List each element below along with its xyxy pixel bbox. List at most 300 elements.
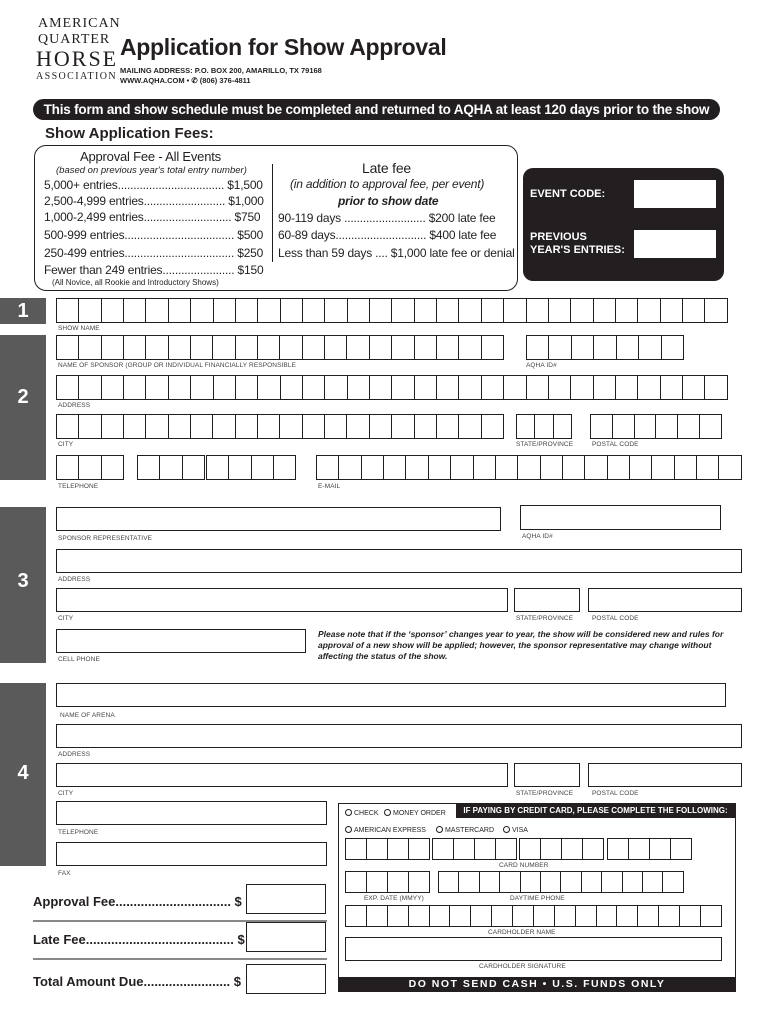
character-cell[interactable] (503, 375, 526, 400)
character-cell[interactable] (491, 905, 513, 927)
character-cell[interactable] (436, 298, 459, 323)
character-cell[interactable] (235, 335, 258, 360)
character-cell[interactable] (436, 375, 459, 400)
card-number-field[interactable] (432, 838, 517, 860)
logo-quarter: QUARTER (38, 32, 111, 47)
exp-date-field[interactable] (345, 871, 430, 893)
telephone-label: TELEPHONE (58, 829, 99, 836)
previous-entries-field[interactable] (634, 230, 716, 258)
late-fee-row: 60-89 days............................. $400 late fee (278, 228, 497, 242)
email-field[interactable] (316, 455, 742, 480)
daytime-phone-label: DAYTIME PHONE (510, 895, 565, 902)
character-cell[interactable] (629, 455, 652, 480)
character-cell[interactable] (554, 905, 576, 927)
character-cell[interactable] (615, 375, 638, 400)
character-cell[interactable] (601, 871, 622, 893)
character-cell[interactable] (570, 298, 593, 323)
character-cell[interactable] (571, 335, 594, 360)
card-number-field[interactable] (345, 838, 430, 860)
character-cell[interactable] (561, 838, 583, 860)
late-fee-row: Less than 59 days .... $1,000 late fee or denial (278, 246, 515, 260)
character-cell[interactable] (391, 298, 414, 323)
cell-phone-field[interactable] (56, 629, 306, 653)
character-cell[interactable] (414, 335, 437, 360)
character-cell[interactable] (387, 905, 409, 927)
character-cell[interactable] (101, 414, 124, 439)
radio-icon[interactable] (503, 826, 510, 833)
money-order-option[interactable]: MONEY ORDER (384, 809, 446, 817)
character-cell[interactable] (414, 414, 437, 439)
character-cell[interactable] (616, 905, 638, 927)
character-cell[interactable] (570, 375, 593, 400)
character-cell[interactable] (414, 375, 437, 400)
show-name-field[interactable] (56, 298, 728, 323)
character-cell[interactable] (408, 838, 430, 860)
late-fee-subtitle2: prior to show date (338, 194, 439, 208)
rep-state-field[interactable] (514, 588, 580, 612)
character-cell[interactable] (302, 298, 325, 323)
character-cell[interactable] (405, 455, 428, 480)
character-cell[interactable] (560, 871, 581, 893)
credit-card-heading: IF PAYING BY CREDIT CARD, PLEASE COMPLETE THE FOLLOWING: (456, 804, 735, 818)
character-cell[interactable] (637, 298, 660, 323)
total-amount-field[interactable] (246, 964, 326, 994)
character-cell[interactable] (369, 335, 392, 360)
sponsor-address-field[interactable] (56, 375, 728, 400)
character-cell[interactable] (540, 455, 563, 480)
total-amount-line: Total Amount Due........................ $ (33, 974, 242, 989)
postal-label: POSTAL CODE (592, 790, 639, 797)
radio-icon[interactable] (436, 826, 443, 833)
character-cell[interactable] (481, 414, 504, 439)
character-cell[interactable] (458, 871, 479, 893)
character-cell[interactable] (662, 871, 683, 893)
character-cell[interactable] (674, 455, 697, 480)
character-cell[interactable] (679, 905, 701, 927)
character-cell[interactable] (324, 375, 347, 400)
logo-association: ASSOCIATION (36, 71, 117, 82)
card-number-field[interactable] (519, 838, 604, 860)
approval-fee-subtitle: (based on previous year's total entry number) (56, 165, 247, 176)
character-cell[interactable] (553, 414, 572, 439)
email-label: E-MAIL (318, 483, 341, 490)
character-cell[interactable] (101, 298, 124, 323)
character-cell[interactable] (391, 375, 414, 400)
character-cell[interactable] (56, 414, 79, 439)
character-cell[interactable] (458, 298, 481, 323)
character-cell[interactable] (593, 335, 616, 360)
character-cell[interactable] (137, 455, 160, 480)
character-cell[interactable] (516, 414, 535, 439)
character-cell[interactable] (168, 375, 191, 400)
character-cell[interactable] (593, 298, 616, 323)
character-cell[interactable] (582, 838, 604, 860)
character-cell[interactable] (637, 375, 660, 400)
logo-horse: HORSE (36, 46, 119, 71)
character-cell[interactable] (534, 414, 553, 439)
character-cell[interactable] (450, 455, 473, 480)
telephone-area-field[interactable] (56, 455, 124, 480)
character-cell[interactable] (655, 414, 678, 439)
character-cell[interactable] (590, 414, 613, 439)
character-cell[interactable] (251, 455, 274, 480)
approval-fee-row: 5,000+ entries.................................. $1,500 (44, 178, 263, 192)
character-cell[interactable] (145, 335, 168, 360)
character-cell[interactable] (615, 298, 638, 323)
approval-fee-row: 500-999 entries................................... $500 (44, 228, 264, 242)
character-cell[interactable] (123, 375, 146, 400)
sponsor-city-field[interactable] (56, 414, 504, 439)
character-cell[interactable] (168, 335, 191, 360)
character-cell[interactable] (637, 905, 659, 927)
previous-entries-label-2: YEAR'S ENTRIES: (530, 244, 625, 256)
section-number: 4 (17, 762, 29, 784)
character-cell[interactable] (168, 298, 191, 323)
character-cell[interactable] (56, 335, 79, 360)
previous-entries-label-1: PREVIOUS (530, 231, 587, 243)
character-cell[interactable] (658, 905, 680, 927)
character-cell[interactable] (212, 335, 235, 360)
character-cell[interactable] (649, 838, 671, 860)
character-cell[interactable] (391, 335, 414, 360)
character-cell[interactable] (548, 335, 571, 360)
approval-fee-title: Approval Fee - All Events (80, 149, 221, 164)
telephone-prefix-field[interactable] (137, 455, 205, 480)
character-cell[interactable] (369, 298, 392, 323)
character-cell[interactable] (346, 414, 369, 439)
mastercard-option[interactable]: MASTERCARD (436, 826, 494, 834)
fax-label: FAX (58, 870, 71, 877)
character-cell[interactable] (607, 455, 630, 480)
sponsor-rep-field[interactable] (56, 507, 501, 531)
website-phone: WWW.AQHA.COM • ✆ (806) 376-4811 (120, 76, 251, 85)
character-cell[interactable] (101, 455, 124, 480)
arena-fax-field[interactable] (56, 842, 327, 866)
character-cell[interactable] (616, 335, 639, 360)
radio-icon[interactable] (345, 826, 352, 833)
character-cell[interactable] (638, 335, 661, 360)
character-cell[interactable] (704, 375, 727, 400)
character-cell[interactable] (503, 298, 526, 323)
character-cell[interactable] (474, 838, 496, 860)
page-title: Application for Show Approval (120, 34, 447, 60)
character-cell[interactable] (56, 298, 79, 323)
character-cell[interactable] (145, 298, 168, 323)
character-cell[interactable] (347, 298, 370, 323)
character-cell[interactable] (78, 455, 101, 480)
character-cell[interactable] (366, 838, 388, 860)
section-number: 2 (17, 386, 29, 408)
character-cell[interactable] (432, 838, 454, 860)
sponsor-name-label: NAME OF SPONSOR (GROUP OR INDIVIDUAL FINANCIALLY RESPONSIBLE (58, 362, 297, 369)
character-cell[interactable] (145, 375, 168, 400)
character-cell[interactable] (408, 905, 430, 927)
radio-icon[interactable] (384, 809, 391, 816)
character-cell[interactable] (366, 871, 388, 893)
character-cell[interactable] (316, 455, 339, 480)
logo-american: AMERICAN (38, 16, 121, 31)
character-cell[interactable] (168, 414, 191, 439)
character-cell[interactable] (190, 375, 213, 400)
character-cell[interactable] (533, 905, 555, 927)
character-cell[interactable] (338, 455, 361, 480)
character-cell[interactable] (622, 871, 643, 893)
cardholder-name-field[interactable] (345, 905, 722, 927)
character-cell[interactable] (682, 375, 705, 400)
arena-address-field[interactable] (56, 724, 742, 748)
character-cell[interactable] (190, 414, 213, 439)
arena-state-field[interactable] (514, 763, 580, 787)
character-cell[interactable] (660, 298, 683, 323)
aqha-id-label: AQHA ID# (526, 362, 557, 369)
character-cell[interactable] (366, 905, 388, 927)
character-cell[interactable] (190, 298, 213, 323)
amex-option[interactable]: AMERICAN EXPRESS (345, 826, 426, 834)
character-cell[interactable] (279, 414, 302, 439)
character-cell[interactable] (696, 455, 719, 480)
character-cell[interactable] (280, 298, 303, 323)
exp-date-label: EXP. DATE (MMYY) (364, 895, 424, 902)
character-cell[interactable] (387, 871, 409, 893)
cardholder-name-label: CARDHOLDER NAME (488, 929, 556, 936)
sponsor-name-field[interactable] (56, 335, 504, 360)
character-cell[interactable] (428, 455, 451, 480)
character-cell[interactable] (257, 414, 280, 439)
arena-city-field[interactable] (56, 763, 508, 787)
character-cell[interactable] (540, 838, 562, 860)
character-cell[interactable] (453, 838, 475, 860)
character-cell[interactable] (302, 335, 325, 360)
character-cell[interactable] (526, 335, 549, 360)
character-cell[interactable] (145, 414, 168, 439)
character-cell[interactable] (228, 455, 251, 480)
late-fee-line: Late Fee......................................... $ (33, 932, 245, 947)
postal-label: POSTAL CODE (592, 615, 639, 622)
character-cell[interactable] (361, 455, 384, 480)
rep-city-field[interactable] (56, 588, 508, 612)
visa-option[interactable]: VISA (503, 826, 528, 834)
character-cell[interactable] (302, 414, 325, 439)
cell-phone-label: CELL PHONE (58, 656, 100, 663)
character-cell[interactable] (78, 375, 101, 400)
character-cell[interactable] (346, 335, 369, 360)
character-cell[interactable] (391, 414, 414, 439)
character-cell[interactable] (408, 871, 430, 893)
character-cell[interactable] (235, 414, 258, 439)
character-cell[interactable] (612, 414, 635, 439)
character-cell[interactable] (458, 375, 481, 400)
character-cell[interactable] (584, 455, 607, 480)
character-cell[interactable] (512, 905, 534, 927)
character-cell[interactable] (458, 335, 481, 360)
deadline-banner: This form and show schedule must be completed and returned to AQHA at least 120 days prior to the show date (33, 99, 720, 120)
city-label: CITY (58, 441, 74, 448)
cardholder-signature-label: CARDHOLDER SIGNATURE (479, 963, 566, 970)
sponsor-aqha-id-field[interactable] (526, 335, 684, 360)
character-cell[interactable] (718, 455, 741, 480)
character-cell[interactable] (470, 905, 492, 927)
character-cell[interactable] (628, 838, 650, 860)
character-cell[interactable] (324, 298, 347, 323)
character-cell[interactable] (526, 375, 549, 400)
character-cell[interactable] (458, 414, 481, 439)
address-label: ADDRESS (58, 402, 91, 409)
character-cell[interactable] (324, 414, 347, 439)
telephone-label: TELEPHONE (58, 483, 99, 490)
character-cell[interactable] (182, 455, 205, 480)
arena-telephone-field[interactable] (56, 801, 327, 825)
late-fee-title: Late fee (362, 160, 411, 176)
character-cell[interactable] (347, 375, 370, 400)
character-cell[interactable] (517, 455, 540, 480)
character-cell[interactable] (429, 905, 451, 927)
character-cell[interactable] (213, 298, 236, 323)
city-label: CITY (58, 615, 74, 622)
cardholder-signature-field[interactable] (345, 937, 722, 961)
aqha-id-label: AQHA ID# (522, 533, 553, 540)
card-number-field[interactable] (607, 838, 692, 860)
character-cell[interactable] (159, 455, 182, 480)
section-number: 1 (17, 300, 29, 322)
character-cell[interactable] (499, 871, 520, 893)
show-name-label: SHOW NAME (58, 325, 100, 332)
character-cell[interactable] (257, 375, 280, 400)
character-cell[interactable] (660, 375, 683, 400)
state-label: STATE/PROVINCE (516, 790, 574, 797)
check-option[interactable]: CHECK (345, 809, 379, 817)
character-cell[interactable] (479, 871, 500, 893)
late-fee-subtitle: (in addition to approval fee, per event) (290, 177, 485, 191)
character-cell[interactable] (670, 838, 692, 860)
character-cell[interactable] (190, 335, 213, 360)
character-cell[interactable] (101, 375, 124, 400)
character-cell[interactable] (481, 335, 504, 360)
rep-postal-field[interactable] (588, 588, 742, 612)
approval-fee-row: Fewer than 249 entries....................... $150 (44, 263, 264, 277)
card-number-label: CARD NUMBER (499, 862, 549, 869)
character-cell[interactable] (369, 414, 392, 439)
character-cell[interactable] (324, 335, 347, 360)
character-cell[interactable] (302, 375, 325, 400)
character-cell[interactable] (596, 905, 618, 927)
character-cell[interactable] (438, 871, 459, 893)
event-code-label: EVENT CODE: (530, 188, 606, 200)
character-cell[interactable] (526, 298, 549, 323)
character-cell[interactable] (481, 298, 504, 323)
character-cell[interactable] (206, 455, 229, 480)
character-cell[interactable] (279, 335, 302, 360)
character-cell[interactable] (273, 455, 296, 480)
character-cell[interactable] (414, 298, 437, 323)
character-cell[interactable] (78, 298, 101, 323)
late-fee-amount[interactable] (246, 922, 326, 952)
character-cell[interactable] (56, 375, 79, 400)
character-cell[interactable] (548, 298, 571, 323)
address-label: ADDRESS (58, 576, 91, 583)
character-cell[interactable] (562, 455, 585, 480)
character-cell[interactable] (651, 455, 674, 480)
character-cell[interactable] (704, 298, 727, 323)
arena-postal-field[interactable] (588, 763, 742, 787)
character-cell[interactable] (540, 871, 561, 893)
character-cell[interactable] (387, 838, 409, 860)
sponsor-state-field[interactable] (516, 414, 572, 439)
character-cell[interactable] (575, 905, 597, 927)
rep-aqha-id-field[interactable] (520, 505, 721, 530)
character-cell[interactable] (123, 298, 146, 323)
character-cell[interactable] (235, 375, 258, 400)
arena-name-field[interactable] (56, 683, 726, 707)
character-cell[interactable] (383, 455, 406, 480)
character-cell[interactable] (495, 455, 518, 480)
character-cell[interactable] (436, 414, 459, 439)
character-cell[interactable] (481, 375, 504, 400)
character-cell[interactable] (78, 335, 101, 360)
character-cell[interactable] (519, 838, 541, 860)
divider (33, 958, 327, 960)
character-cell[interactable] (123, 414, 146, 439)
character-cell[interactable] (593, 375, 616, 400)
character-cell[interactable] (436, 335, 459, 360)
state-label: STATE/PROVINCE (516, 615, 574, 622)
city-label: CITY (58, 790, 74, 797)
character-cell[interactable] (56, 455, 79, 480)
character-cell[interactable] (345, 838, 367, 860)
character-cell[interactable] (123, 335, 146, 360)
late-fee-row: 90-119 days .......................... $200 late fee (278, 211, 496, 225)
character-cell[interactable] (257, 335, 280, 360)
character-cell[interactable] (345, 905, 367, 927)
event-code-field[interactable] (634, 180, 716, 208)
character-cell[interactable] (677, 414, 700, 439)
character-cell[interactable] (520, 871, 541, 893)
rep-address-field[interactable] (56, 549, 742, 573)
character-cell[interactable] (345, 871, 367, 893)
character-cell[interactable] (101, 335, 124, 360)
radio-icon[interactable] (345, 809, 352, 816)
character-cell[interactable] (700, 905, 722, 927)
character-cell[interactable] (369, 375, 392, 400)
character-cell[interactable] (235, 298, 258, 323)
funds-notice: DO NOT SEND CASH • U.S. FUNDS ONLY (338, 977, 736, 992)
character-cell[interactable] (581, 871, 602, 893)
character-cell[interactable] (642, 871, 663, 893)
approval-fee-amount[interactable] (246, 884, 326, 914)
sponsor-postal-field[interactable] (590, 414, 722, 439)
sponsor-change-note: Please note that if the ‘sponsor’ changes year to year, the show will be considered new and rules for approval of a new show will be applied; however, the sponsor representative may change without affecting the status of the show. (318, 629, 724, 661)
telephone-line-field[interactable] (206, 455, 296, 480)
character-cell[interactable] (607, 838, 629, 860)
character-cell[interactable] (661, 335, 684, 360)
character-cell[interactable] (280, 375, 303, 400)
section-number: 3 (17, 570, 29, 592)
daytime-phone-field[interactable] (438, 871, 684, 893)
approval-fee-line: Approval Fee................................ $ (33, 894, 242, 909)
character-cell[interactable] (213, 375, 236, 400)
character-cell[interactable] (634, 414, 657, 439)
character-cell[interactable] (682, 298, 705, 323)
character-cell[interactable] (548, 375, 571, 400)
character-cell[interactable] (212, 414, 235, 439)
character-cell[interactable] (78, 414, 101, 439)
fees-heading: Show Application Fees: (45, 125, 214, 142)
character-cell[interactable] (495, 838, 517, 860)
character-cell[interactable] (257, 298, 280, 323)
character-cell[interactable] (449, 905, 471, 927)
sponsor-rep-label: SPONSOR REPRESENTATIVE (58, 535, 153, 542)
character-cell[interactable] (473, 455, 496, 480)
character-cell[interactable] (699, 414, 722, 439)
